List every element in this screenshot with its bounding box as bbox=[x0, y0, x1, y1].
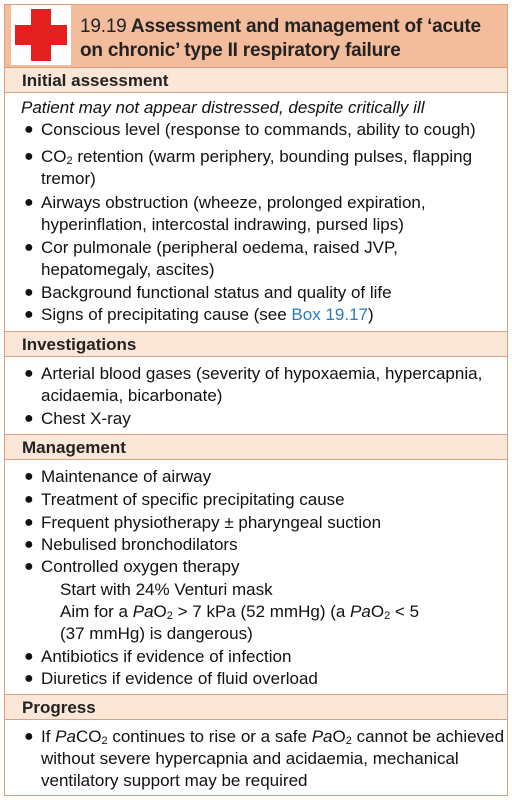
bullet: ● bbox=[24, 491, 34, 508]
box-title-text: Assessment and management of ‘acute on chronic’ type II respiratory failure bbox=[80, 16, 481, 61]
section-heading-progress: Progress bbox=[5, 694, 507, 720]
bullet: ● bbox=[24, 284, 34, 301]
section-heading-management: Management bbox=[5, 434, 507, 460]
bullet: ● bbox=[24, 728, 34, 745]
box-title bbox=[80, 15, 500, 63]
bullet: ● bbox=[24, 536, 34, 553]
section-heading-initial-assessment: Initial assessment bbox=[5, 67, 507, 93]
bullet: ● bbox=[24, 306, 34, 323]
red-cross-icon bbox=[11, 4, 71, 65]
bullet: ● bbox=[24, 468, 34, 485]
bullet: ● bbox=[24, 648, 34, 665]
box-reference-link[interactable]: Box 19.17 bbox=[291, 305, 368, 324]
bullet: ● bbox=[24, 514, 34, 531]
title-bar bbox=[5, 5, 507, 67]
bullet: ● bbox=[24, 194, 34, 211]
box-number: 19.19 bbox=[80, 16, 127, 37]
bullet: ● bbox=[24, 148, 34, 165]
bullet: ● bbox=[24, 365, 34, 382]
bullet: ● bbox=[24, 670, 34, 687]
bullet: ● bbox=[24, 239, 34, 256]
bullet: ● bbox=[24, 121, 34, 138]
bullet: ● bbox=[24, 558, 34, 575]
bullet: ● bbox=[24, 410, 34, 427]
info-box: 19.19 Assessment and management of ‘acute on chronic’ type II respiratory failure Initial assessment Patient may not appear distressed, despite critically ill ● Conscious level (response to commands, ability to cough) ● $CO_2$ retention (warm periphery, bounding pulses, flapping tremor) ● Airways obstruction (wheeze, prolonged expiration, hyperinflation, intercostal indrawing, pursed lips) ● Cor pulmonale (peripheral oedema, raised JVP, hepatomegaly, ascites) ● Background functional status and quality of life ● Signs of precipitating cause (see Box 19.17) Investigations ● Arterial blood gases (severity of hypoxaemia, hypercapnia, acidaemia, bicarbonate) ● Chest X-ray Management ● Maintenance of airway ● Treatment of specific precipitating cause ● Frequent physiotherapy ± pharyngeal suction ● Nebulised bronchodilators ● Controlled oxygen therapy Start with 24% Venturi mask Aim for a PaO$_2$ > 7 kPa (52 mmHg) (a PaO$_2$ < 5 (37 mmHg) is dangerous) ● Antibiotics if evidence of infection ● Diuretics if evidence of fluid overload Progress ● If PaCO$_2$ continues to rise or a safe PaO$_2$ cannot be achieved without severe hypercapnia and acidaemia, mechanical ventilatory support may be required bbox=[4, 4, 508, 796]
section-heading-investigations: Investigations bbox=[5, 331, 507, 357]
